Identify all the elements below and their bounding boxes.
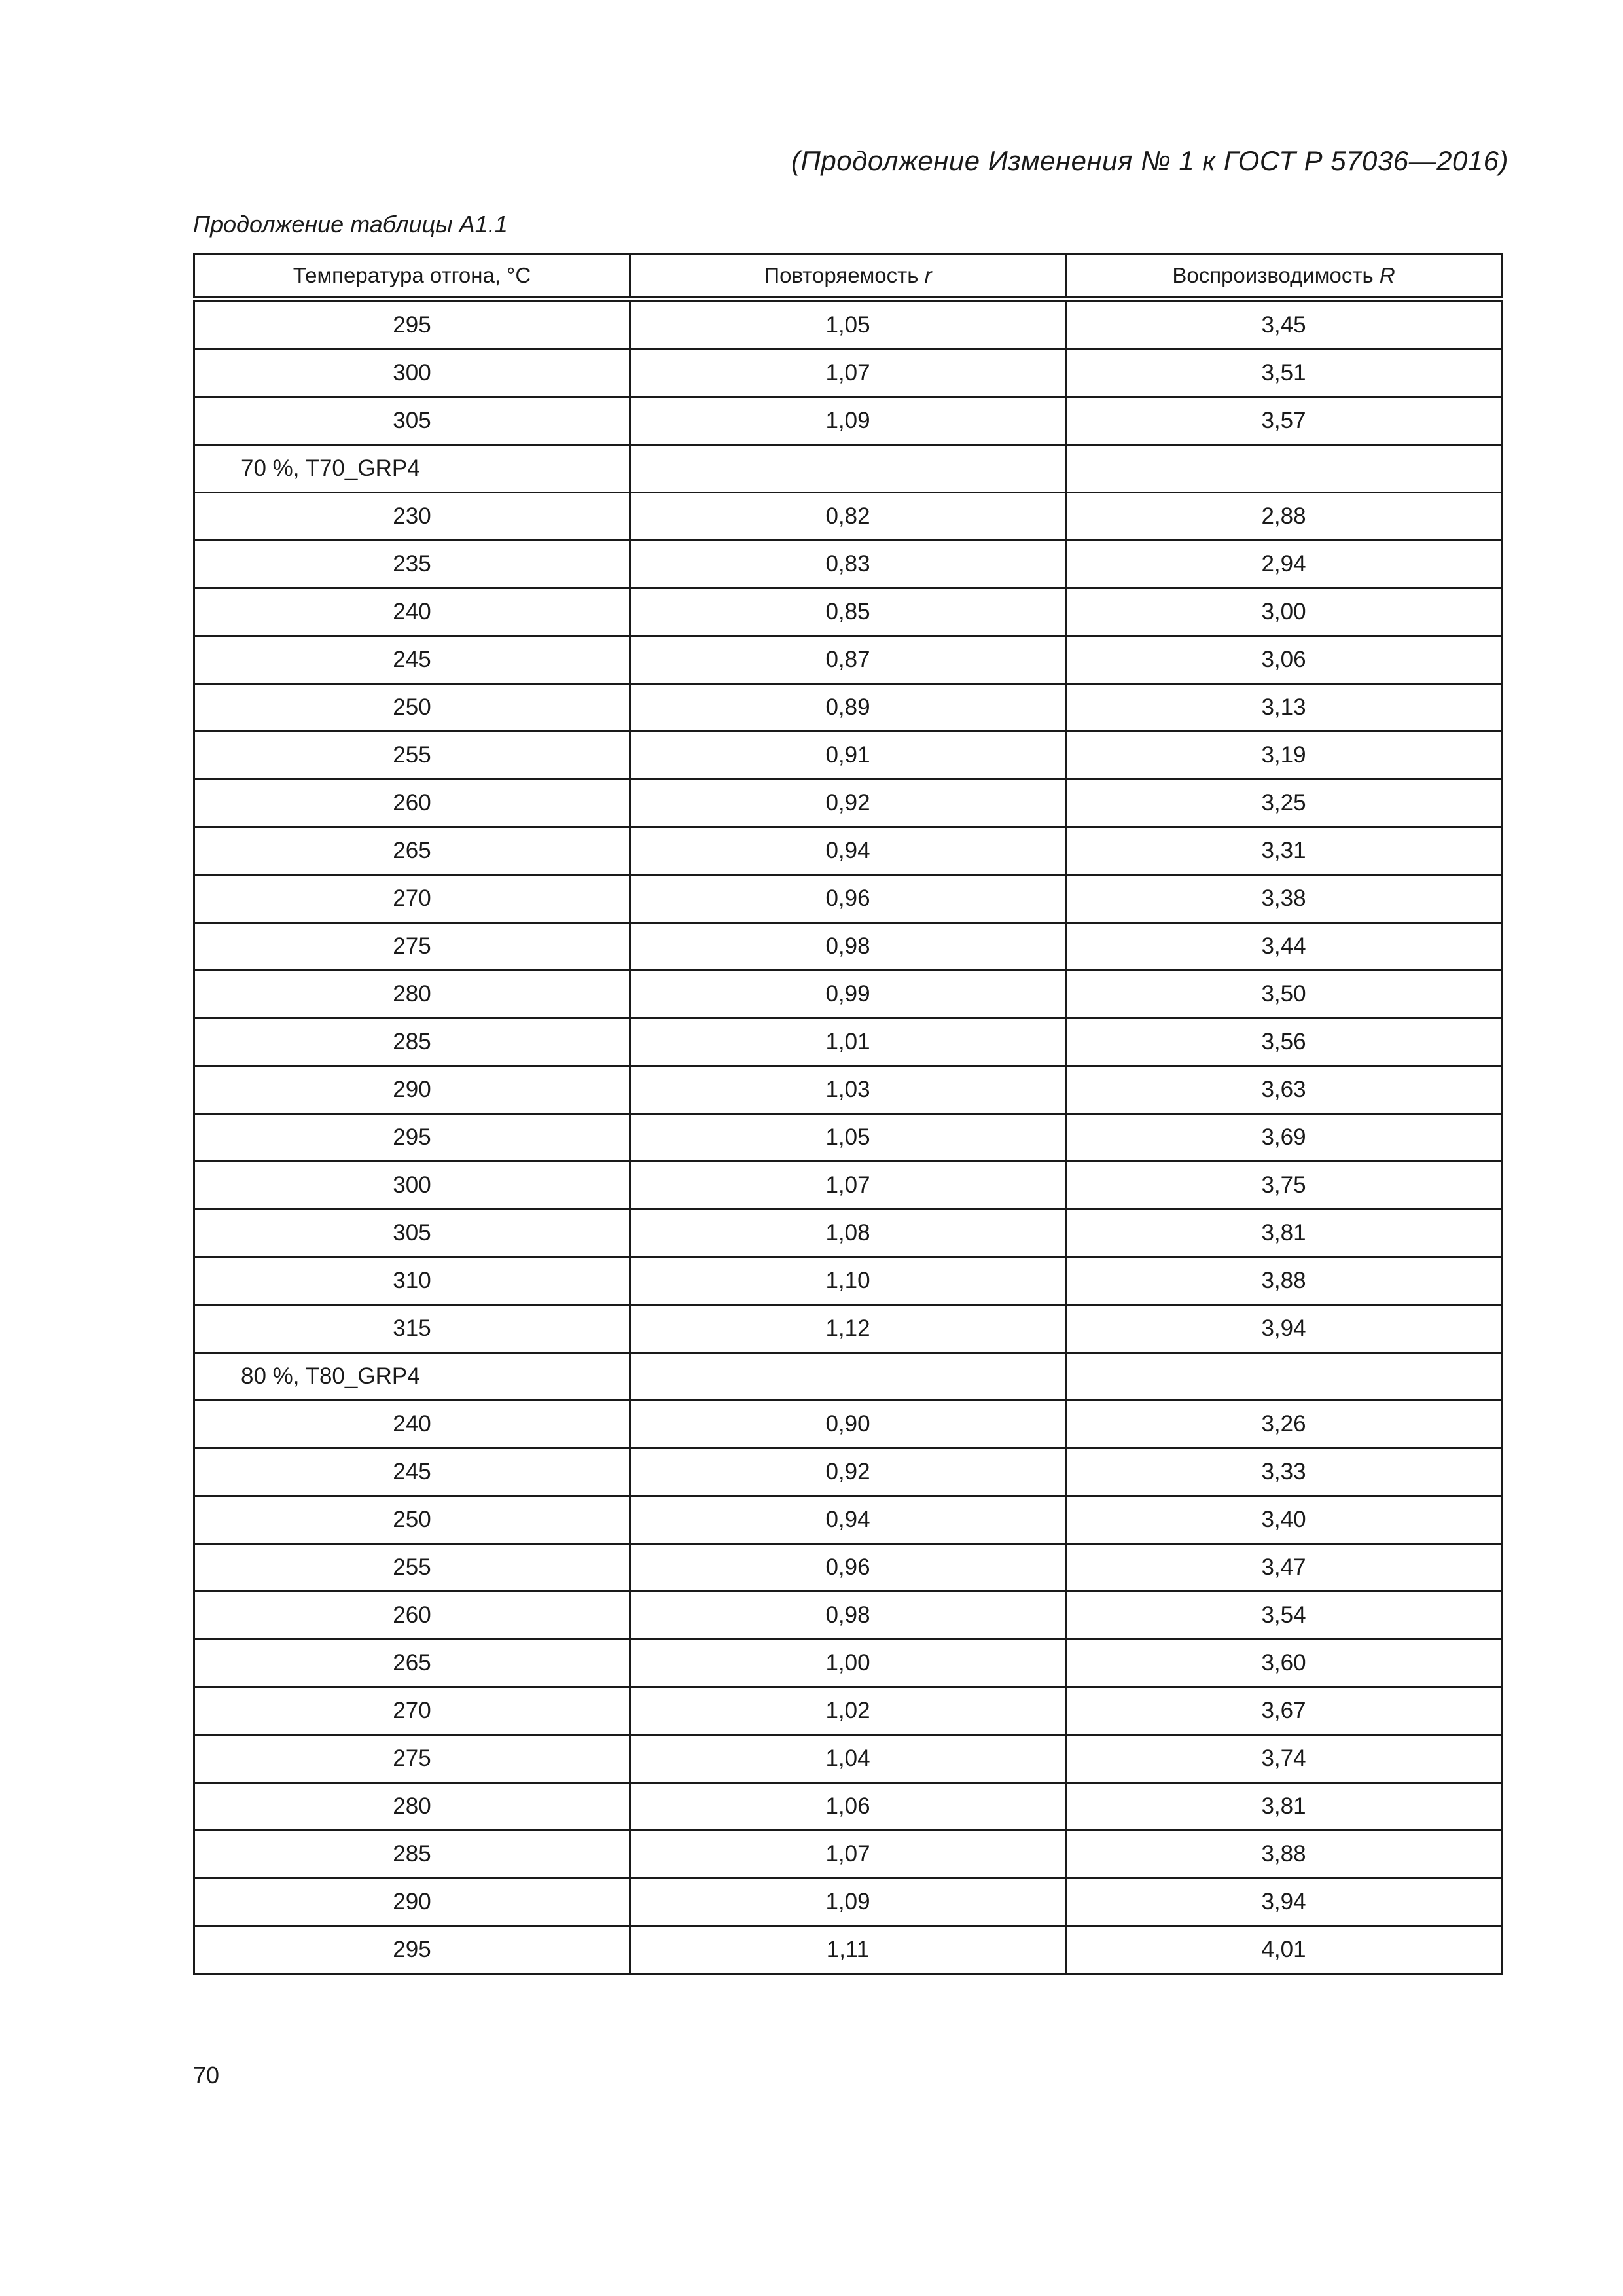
table-row (194, 541, 1502, 588)
table-row (194, 1878, 1502, 1926)
cell-temperature: 245 (194, 1448, 630, 1496)
cell-temperature: 300 (194, 1162, 630, 1210)
table-row (194, 971, 1502, 1018)
table-body (194, 300, 1502, 1974)
cell-temperature: 245 (194, 636, 630, 684)
cell-repeatability: 1,05 (630, 1114, 1066, 1162)
cell-reproducibility: 3,81 (1066, 1210, 1502, 1257)
empty-cell (1066, 1353, 1502, 1401)
cell-repeatability: 1,06 (630, 1783, 1066, 1831)
table-row (194, 1687, 1502, 1735)
cell-repeatability: 1,07 (630, 1162, 1066, 1210)
cell-reproducibility: 3,33 (1066, 1448, 1502, 1496)
cell-reproducibility: 3,60 (1066, 1640, 1502, 1687)
cell-repeatability: 0,85 (630, 588, 1066, 636)
cell-temperature: 235 (194, 541, 630, 588)
table-row (194, 875, 1502, 923)
table-row (194, 1018, 1502, 1066)
group-row (194, 1353, 1502, 1401)
table-row (194, 1592, 1502, 1640)
table-row (194, 1066, 1502, 1114)
cell-temperature: 240 (194, 588, 630, 636)
cell-repeatability: 1,09 (630, 1878, 1066, 1926)
cell-repeatability: 0,83 (630, 541, 1066, 588)
cell-reproducibility: 3,13 (1066, 684, 1502, 732)
cell-reproducibility: 3,94 (1066, 1305, 1502, 1353)
cell-temperature: 260 (194, 780, 630, 827)
cell-repeatability: 0,94 (630, 827, 1066, 875)
table-row (194, 636, 1502, 684)
table-row (194, 827, 1502, 875)
table-header (194, 254, 1502, 300)
cell-repeatability: 1,00 (630, 1640, 1066, 1687)
cell-repeatability: 0,96 (630, 1544, 1066, 1592)
cell-temperature: 295 (194, 300, 630, 350)
cell-repeatability: 0,92 (630, 1448, 1066, 1496)
table-row (194, 1114, 1502, 1162)
cell-temperature: 265 (194, 1640, 630, 1687)
cell-repeatability: 1,08 (630, 1210, 1066, 1257)
cell-repeatability: 1,12 (630, 1305, 1066, 1353)
table-row (194, 1735, 1502, 1783)
cell-repeatability: 1,03 (630, 1066, 1066, 1114)
table-row (194, 1305, 1502, 1353)
cell-temperature: 270 (194, 875, 630, 923)
cell-temperature: 250 (194, 1496, 630, 1544)
cell-temperature: 275 (194, 1735, 630, 1783)
cell-reproducibility: 3,75 (1066, 1162, 1502, 1210)
header-repeatability (630, 254, 1066, 300)
cell-reproducibility: 2,94 (1066, 541, 1502, 588)
cell-temperature: 275 (194, 923, 630, 971)
cell-temperature: 295 (194, 1114, 630, 1162)
header-temperature-text: Температура отгона, °C (293, 263, 531, 287)
table-row (194, 1257, 1502, 1305)
cell-repeatability: 1,09 (630, 397, 1066, 445)
cell-reproducibility: 3,00 (1066, 588, 1502, 636)
table-row (194, 780, 1502, 827)
cell-temperature: 285 (194, 1831, 630, 1878)
cell-repeatability: 0,98 (630, 923, 1066, 971)
table-row (194, 1783, 1502, 1831)
cell-reproducibility: 3,54 (1066, 1592, 1502, 1640)
cell-temperature: 270 (194, 1687, 630, 1735)
cell-reproducibility: 3,26 (1066, 1401, 1502, 1448)
cell-reproducibility: 3,44 (1066, 923, 1502, 971)
cell-temperature: 295 (194, 1926, 630, 1974)
cell-reproducibility: 3,56 (1066, 1018, 1502, 1066)
cell-repeatability: 0,92 (630, 780, 1066, 827)
cell-repeatability: 1,07 (630, 1831, 1066, 1878)
cell-reproducibility: 3,50 (1066, 971, 1502, 1018)
cell-reproducibility: 3,25 (1066, 780, 1502, 827)
cell-temperature: 260 (194, 1592, 630, 1640)
empty-cell (630, 1353, 1066, 1401)
cell-repeatability: 0,89 (630, 684, 1066, 732)
cell-temperature: 280 (194, 1783, 630, 1831)
cell-reproducibility: 3,38 (1066, 875, 1502, 923)
data-table (193, 253, 1503, 1975)
cell-reproducibility: 3,67 (1066, 1687, 1502, 1735)
cell-repeatability: 1,10 (630, 1257, 1066, 1305)
cell-temperature: 305 (194, 1210, 630, 1257)
page-number: 70 (193, 2062, 220, 2089)
table-row (194, 493, 1502, 541)
cell-reproducibility: 4,01 (1066, 1926, 1502, 1974)
table-row (194, 1640, 1502, 1687)
cell-repeatability: 1,07 (630, 350, 1066, 397)
table-row (194, 350, 1502, 397)
cell-reproducibility: 3,51 (1066, 350, 1502, 397)
cell-temperature: 310 (194, 1257, 630, 1305)
cell-reproducibility: 3,74 (1066, 1735, 1502, 1783)
table-row (194, 1926, 1502, 1974)
cell-reproducibility: 3,45 (1066, 300, 1502, 350)
table-row (194, 1162, 1502, 1210)
header-repeatability-symbol: r (924, 263, 932, 287)
cell-reproducibility: 3,47 (1066, 1544, 1502, 1592)
cell-reproducibility: 2,88 (1066, 493, 1502, 541)
cell-repeatability: 1,02 (630, 1687, 1066, 1735)
cell-reproducibility: 3,57 (1066, 397, 1502, 445)
cell-repeatability: 0,91 (630, 732, 1066, 780)
cell-temperature: 240 (194, 1401, 630, 1448)
cell-reproducibility: 3,88 (1066, 1257, 1502, 1305)
cell-reproducibility: 3,19 (1066, 732, 1502, 780)
table-row (194, 588, 1502, 636)
table-row (194, 1496, 1502, 1544)
cell-temperature: 255 (194, 732, 630, 780)
cell-repeatability: 0,87 (630, 636, 1066, 684)
cell-temperature: 300 (194, 350, 630, 397)
header-reproducibility (1066, 254, 1502, 300)
group-label: 70 %, T70_GRP4 (194, 445, 630, 493)
table-row (194, 923, 1502, 971)
cell-repeatability: 0,82 (630, 493, 1066, 541)
cell-repeatability: 0,94 (630, 1496, 1066, 1544)
cell-temperature: 285 (194, 1018, 630, 1066)
cell-temperature: 315 (194, 1305, 630, 1353)
empty-cell (1066, 445, 1502, 493)
header-row (194, 254, 1502, 300)
header-temperature (194, 254, 630, 300)
table-caption: Продолжение таблицы А1.1 (193, 211, 508, 238)
table-row (194, 1210, 1502, 1257)
cell-temperature: 250 (194, 684, 630, 732)
header-reproducibility-text: Воспроизводимость (1172, 263, 1380, 287)
header-reproducibility-symbol: R (1379, 263, 1395, 287)
cell-repeatability: 0,99 (630, 971, 1066, 1018)
cell-reproducibility: 3,06 (1066, 636, 1502, 684)
cell-reproducibility: 3,31 (1066, 827, 1502, 875)
cell-reproducibility: 3,40 (1066, 1496, 1502, 1544)
table-row (194, 1401, 1502, 1448)
cell-temperature: 305 (194, 397, 630, 445)
table-container (193, 253, 1503, 1975)
table-row (194, 1448, 1502, 1496)
cell-temperature: 290 (194, 1066, 630, 1114)
group-label: 80 %, T80_GRP4 (194, 1353, 630, 1401)
header-repeatability-text: Повторяемость (764, 263, 925, 287)
cell-repeatability: 1,04 (630, 1735, 1066, 1783)
cell-temperature: 230 (194, 493, 630, 541)
cell-repeatability: 0,98 (630, 1592, 1066, 1640)
table-row (194, 684, 1502, 732)
table-row (194, 397, 1502, 445)
cell-repeatability: 0,90 (630, 1401, 1066, 1448)
cell-repeatability: 0,96 (630, 875, 1066, 923)
cell-reproducibility: 3,81 (1066, 1783, 1502, 1831)
empty-cell (630, 445, 1066, 493)
running-header: (Продолжение Изменения № 1 к ГОСТ Р 57036—2016) (791, 145, 1508, 176)
cell-temperature: 290 (194, 1878, 630, 1926)
cell-reproducibility: 3,94 (1066, 1878, 1502, 1926)
table-row (194, 732, 1502, 780)
table-row (194, 1544, 1502, 1592)
group-row (194, 445, 1502, 493)
table-row (194, 1831, 1502, 1878)
cell-temperature: 265 (194, 827, 630, 875)
table-row (194, 300, 1502, 350)
cell-reproducibility: 3,63 (1066, 1066, 1502, 1114)
cell-repeatability: 1,05 (630, 300, 1066, 350)
cell-repeatability: 1,01 (630, 1018, 1066, 1066)
cell-temperature: 280 (194, 971, 630, 1018)
cell-reproducibility: 3,69 (1066, 1114, 1502, 1162)
cell-temperature: 255 (194, 1544, 630, 1592)
cell-repeatability: 1,11 (630, 1926, 1066, 1974)
cell-reproducibility: 3,88 (1066, 1831, 1502, 1878)
